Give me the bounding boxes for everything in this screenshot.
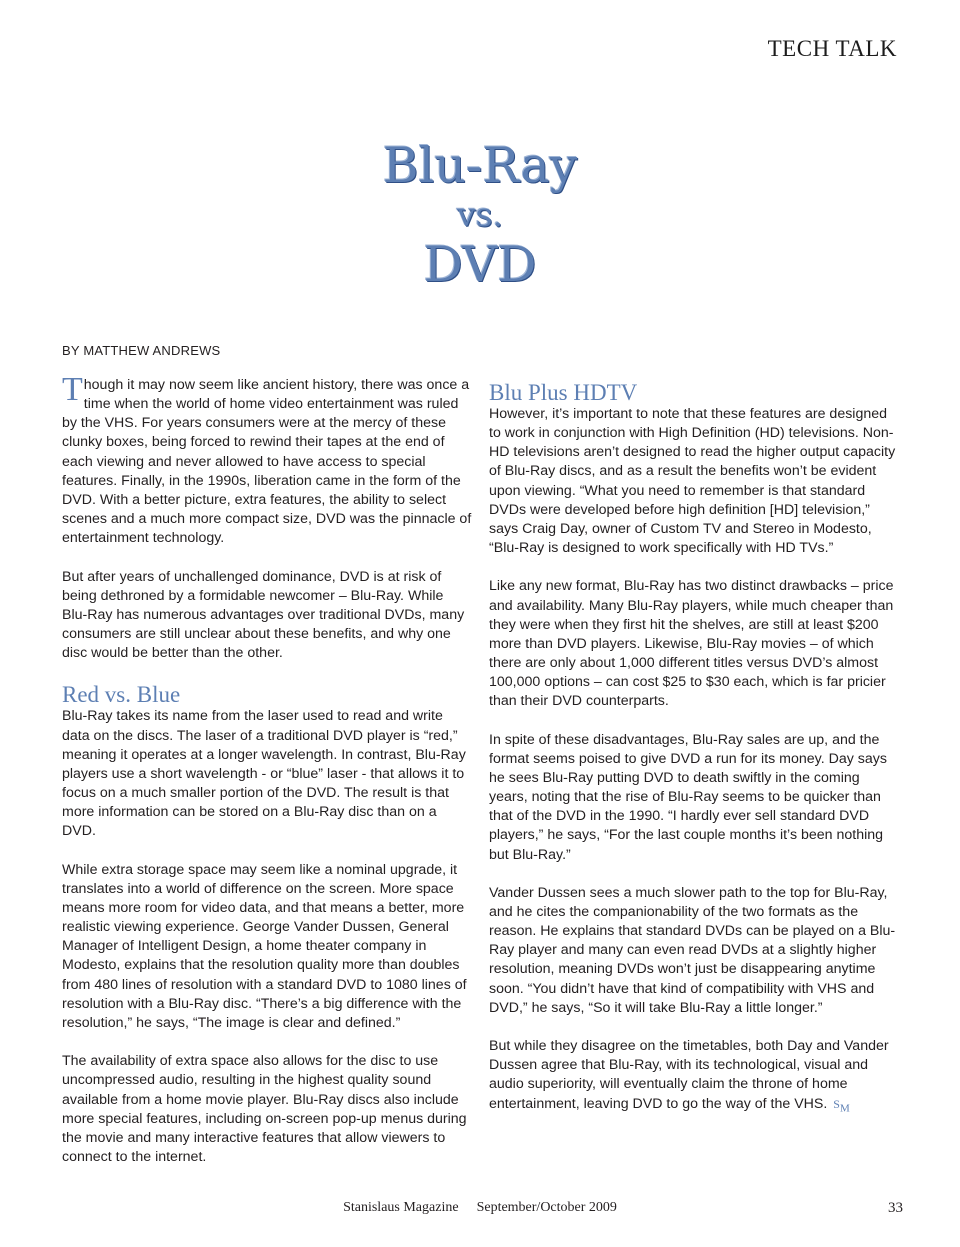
title-line-1: Blu-Ray [382,137,578,194]
end-mark-s: S [833,1096,840,1111]
page-number: 33 [888,1200,903,1216]
title-line-2: vs. [456,195,504,234]
subheading-red-vs-blue: Red vs. Blue [62,682,181,708]
paragraph: Blu-Ray takes its name from the laser used to read and write data on the discs. The laser of a traditional DVD player is “red,” meaning it operates at a longer wavelength. In contrast, Blu-Ray players use a short wavelength - or “blue” laser - that allows it to focus on a much smaller portion of the DVD. The result is that more information can be stored on a Blu-Ray disc than on a DVD. [62,708,466,840]
byline: BY MATTHEW ANDREWS [62,343,221,358]
paragraph: Vander Dussen sees a much slower path to the top for Blu-Ray, and he cites the companionability of the two formats as the reason. He explains that standard DVDs can be played on a Blu-Ray player and many can even read DVDs at a slightly higher resolution, meaning DVDs won’t just be disappearing anytime soon. “You didn’t have that kind of compatibility with VHS and DVD,” he says, “So it will take Blu-Ray a little longer.” [489,884,896,1016]
paragraph [62,371,472,548]
drop-cap: T [62,371,83,408]
section-label: TECH TALK [767,36,897,61]
article-title [0,138,960,294]
paragraph: While extra storage space may seem like a nominal upgrade, it translates into a world of difference on the screen. More space means more room for video data, and that means a better, more realistic viewing experience. George Vander Dussen, General Manager of Intelligent Design, a home theater company in Modesto, explains that the resolution quality more than doubles from 480 lines of resolution with a standard DVD to 1080 lines of resolution with a Blu-Ray disc. “There’s a big difference with the resolution,” he says, “The image is clear and defined.” [62,861,467,1031]
paragraph: The availability of extra space also allows for the disc to use uncompressed audio, resulting in the highest quality sound available from a home movie player. Blu-Ray discs also include more special features, including on-screen pop-up menus during the movie and many interactive features that allow viewers to connect to the internet. [62,1053,467,1166]
paragraph: In spite of these disadvantages, Blu-Ray sales are up, and the format seems poised to give DVD a run for its money. Day says he sees Blu-Ray putting DVD to death swiftly in the coming years, noting that the rise of Blu-Ray seems to be quicker than that of the DVD in the 1990. “I hardly ever sell standard DVD players,” he says, “For the last couple months it’s been nothing but Blu-Ray.” [489,731,887,863]
end-mark [833,1096,850,1114]
paragraph-text: But while they disagree on the timetables, both Day and Vander Dussen agree that Blu-Ray, with its technological, visual and audio superiority, will eventually claim the throne of home entertainment, leaving DVD to go the way of the VHS. [489,1038,889,1112]
publication-name: Stanislaus Magazine [343,1200,459,1215]
paragraph: However, it’s important to note that these features are designed to work in conjunction with High Definition (HD) televisions. Non-HD televisions aren’t designed to read the higher output capacity of Blu-Ray discs, and as a result the benefits won’t be evident upon viewing. “What you need to remember is that standard DVDs were developed before high definition [HD] television,” says Craig Day, owner of Custom TV and Stereo in Modesto, “Blu-Ray is designed to work specifically with HD TVs.” [489,406,896,557]
paragraph [489,1037,899,1118]
footer [0,1200,960,1216]
subheading-blu-plus-hdtv: Blu Plus HDTV [489,380,638,405]
paragraph: But after years of unchallenged dominance, DVD is at risk of being dethroned by a formidable newcomer – Blu-Ray. While Blu-Ray has numerous advantages over traditional DVDs, many consumers are still unclear about these benefits, and why one disc would be better than the other. [62,568,465,662]
right-column [489,380,899,1137]
end-mark-m: M [839,1101,850,1114]
title-line-3: DVD [423,236,537,293]
paragraph-text: hough it may now seem like ancient history, there was once a time when the world of home video entertainment was ruled by the VHS. For years consumers were at the mercy of these clunky boxes, being forced to rewind their tapes at the end of each viewing and never allowed to have access to special features. Finally, in the 1990s, liberation came in the form of the DVD. With a better picture, extra features, the ability to select scenes and a much more compact size, DVD was the pinnacle of entertainment technology. [62,377,472,547]
issue-date: September/October 2009 [476,1200,617,1215]
left-column [62,371,472,1186]
paragraph: Like any new format, Blu-Ray has two distinct drawbacks – price and availability. Many Blu-Ray players, while much cheaper than they were when they first hit the shelves, are still at least $200 more than DVD players. Likewise, Blu-Ray movies – of which there are only about 1,000 different titles versus DVD’s almost 100,000 options – can cost $25 to $30 each, which is far pricier than their DVD counterparts. [489,578,894,710]
